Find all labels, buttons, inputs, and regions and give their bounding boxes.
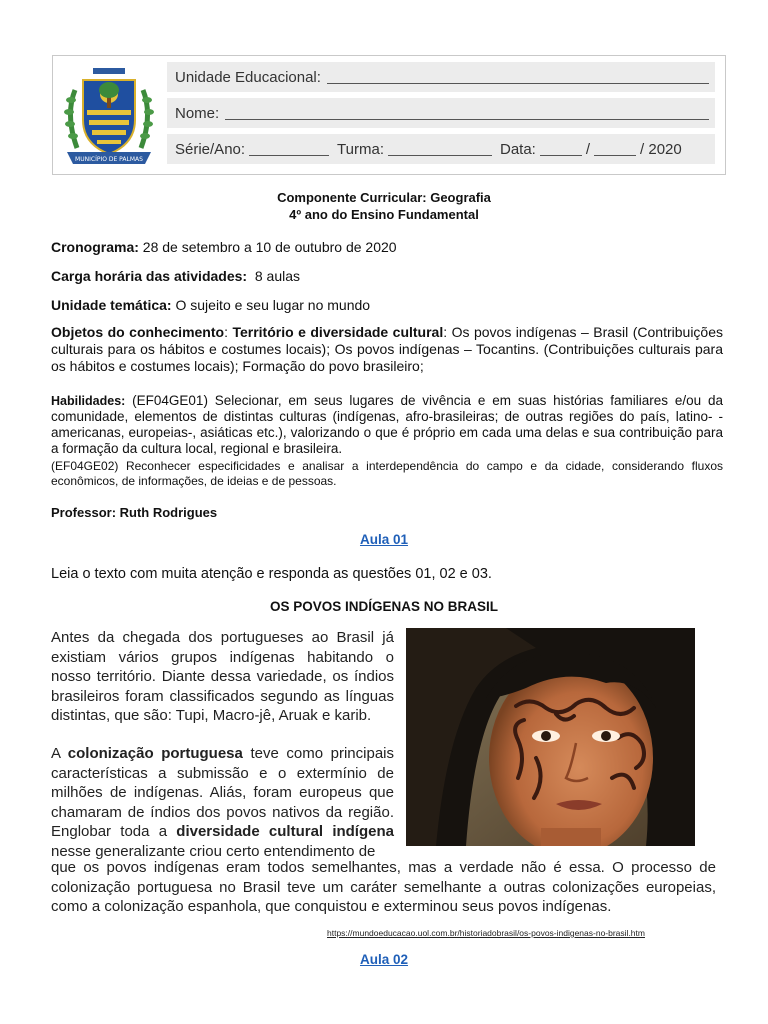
instrucao-text: Leia o texto com muita atenção e responda as questões 01, 02 e 03.: [51, 566, 492, 582]
par2-b: teve como principais características a submissão e o extermínio de milhões de indígenas. Aliás, foram europeus que chamaram de índios dos povos nativos da região. Englobar toda a: [51, 745, 394, 840]
unidade-line: [327, 71, 709, 84]
serie-label: Série/Ano:: [175, 140, 246, 158]
habilidades-paragraph-2: [51, 459, 723, 489]
cronograma-line: [51, 239, 723, 256]
paragraph-3: que os povos indígenas eram todos semelhantes, mas a verdade não é essa. O processo de colonização portuguesa no Brasil teve um caráter semelhante a outras colonizações europeias, como a colonização espanhola, que conquistou e exterminou seus povos indígenas.: [51, 859, 716, 915]
objetos-label: Objetos do conhecimento: [51, 324, 225, 340]
unidade-educacional-field[interactable]: [167, 62, 715, 92]
month-line[interactable]: [594, 143, 636, 156]
indigenous-girl-photo: [406, 628, 695, 846]
municipal-crest-logo: [57, 60, 161, 170]
unidade-label: Unidade Educacional:: [175, 68, 321, 86]
nome-label: Nome:: [175, 104, 220, 122]
data-label: Data:: [500, 140, 536, 158]
habilidades-paragraph: [51, 393, 723, 457]
aula-01-link[interactable]: Aula 01: [359, 532, 409, 547]
day-line[interactable]: [540, 143, 582, 156]
par2-bold: colonização portuguesa: [67, 745, 243, 762]
paragraph-2: [51, 744, 394, 861]
cronograma-label: Cronograma:: [51, 239, 139, 255]
serie-turma-data-row[interactable]: [167, 134, 715, 164]
logo-text: MUNICÍPIO DE PALMAS: [75, 156, 143, 163]
unidade-tematica-value: O sujeito e seu lugar no mundo: [171, 297, 371, 313]
componente-title: Componente Curricular: Geografia: [277, 190, 491, 205]
text-title: OS POVOS INDÍGENAS NO BRASIL: [269, 599, 499, 614]
source-link[interactable]: https://mundoeducacao.uol.com.br/historiadobrasil/os-povos-indigenas-no-brasil.htm: [327, 928, 645, 938]
par2-c: nesse generalizante criou certo entendimento de: [51, 842, 376, 860]
professor-line: Professor: Ruth Rodrigues: [51, 505, 218, 520]
objetos-value: : Os povos indígenas – Brasil (Contribuições culturais para os hábitos e costumes locais); Os povos indígenas – Tocantins. (Contribuições culturais para os hábitos e costumes locais); Formação do povo brasileiro;: [51, 324, 723, 374]
nome-field[interactable]: [167, 98, 715, 128]
habilidades-label: Habilidades:: [51, 394, 126, 408]
carga-value: 8 aulas: [247, 268, 301, 284]
paragraph-1: Antes da chegada dos portugueses ao Brasil já existiam vários grupos indígenas habitando o nosso território. Diante dessa variedade, os índios brasileiros foram classificados segundo as línguas distintas, que são: Tupi, Macro-jê, Aruak e karib.: [51, 629, 394, 724]
ano-title: 4º ano do Ensino Fundamental: [289, 207, 479, 222]
habilidades-value-2: (EF04GE02) Reconhecer especificidades e analisar a interdependência do campo e da cidade, considerando fluxos econômicos, de informações, de ideias e de pessoas.: [51, 459, 723, 488]
aula-02-link[interactable]: Aula 02: [359, 952, 409, 967]
turma-line[interactable]: [388, 143, 492, 156]
nome-line: [225, 107, 709, 120]
objetos-paragraph: [51, 324, 723, 375]
cronograma-value: 28 de setembro a 10 de outubro de 2020: [138, 239, 397, 255]
objetos-bold: Território e diversidade cultural: [232, 324, 444, 340]
serie-line[interactable]: [249, 143, 329, 156]
carga-line: [51, 268, 723, 285]
objetos-sep: :: [224, 324, 233, 340]
unidade-tematica-line: [51, 297, 723, 314]
habilidades-value: (EF04GE01) Selecionar, em seus lugares de vivência e em suas histórias familiares e/ou da comunidade, elementos de distintas culturas (indígenas, afro-brasileiras; de outras regiões do país, latino- -americanas, europeias-, asiáticas etc.), valorizando o que é próprio em cada uma delas e sua contribuição para a formação da cultura local, regional e brasileira.: [51, 393, 723, 456]
unidade-tematica-label: Unidade temática:: [51, 297, 172, 313]
date-sep-1: /: [585, 140, 591, 158]
par2-bold2: diversidade cultural indígena: [176, 823, 394, 840]
par2-a: A: [51, 745, 68, 762]
turma-label: Turma:: [337, 140, 384, 158]
year-text: / 2020: [640, 140, 682, 158]
header-box: [52, 55, 726, 175]
carga-label: Carga horária das atividades:: [51, 268, 248, 284]
